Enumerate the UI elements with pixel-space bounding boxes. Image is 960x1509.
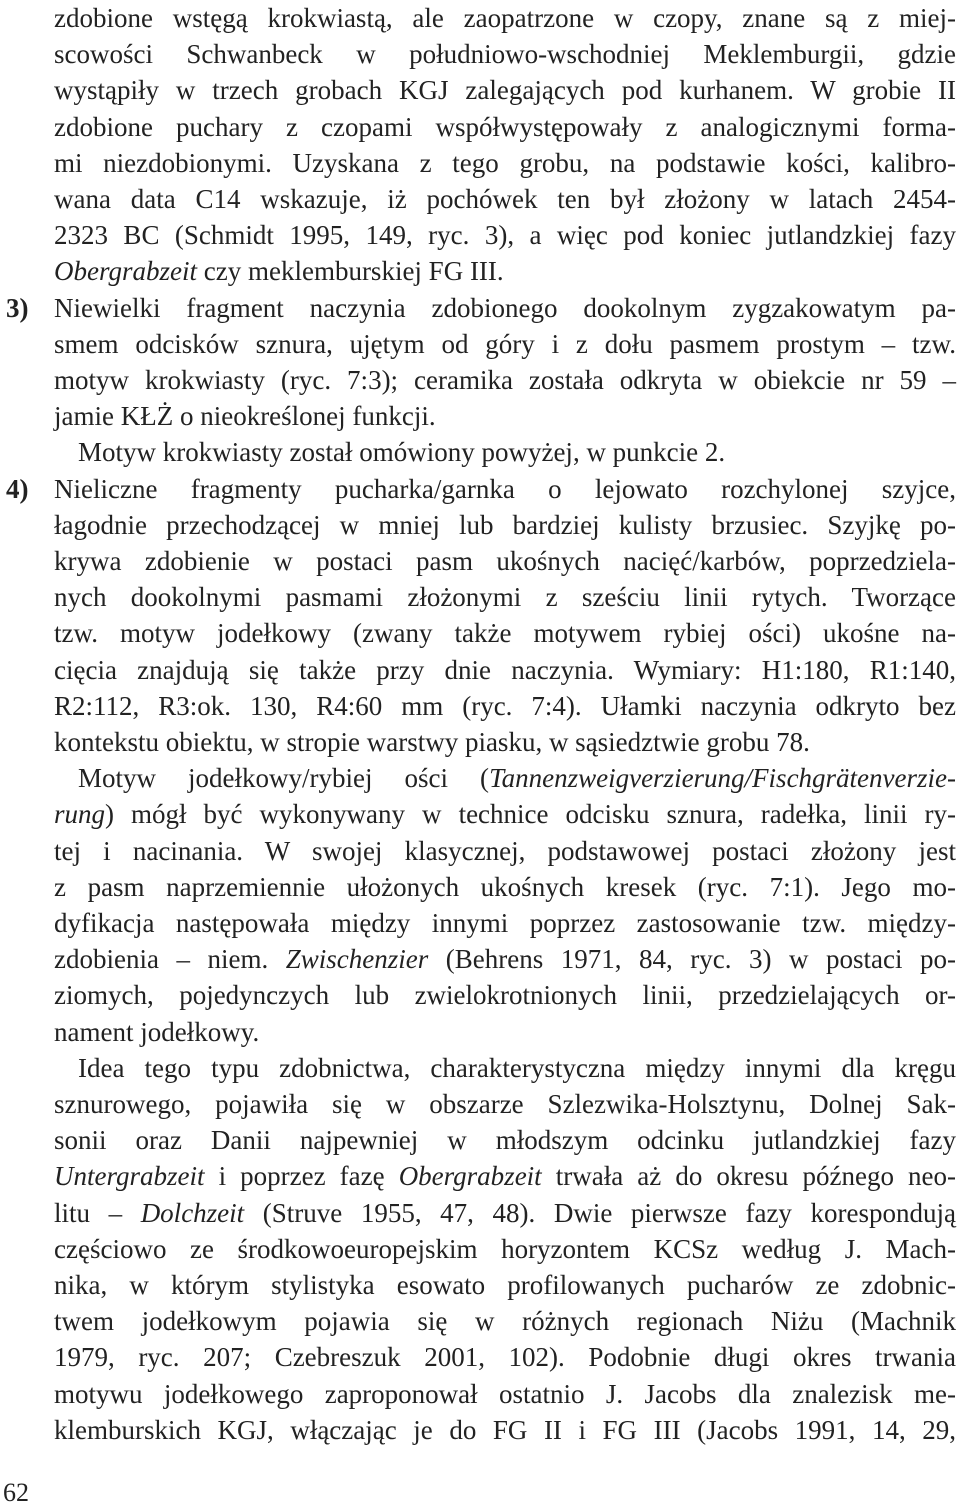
text-line: jamie KŁŻ o nieokreślonej funkcji. bbox=[54, 401, 436, 432]
text-line: zdobione puchary z czopami współwystępowały z analogicznymi forma- bbox=[54, 111, 956, 142]
text-line: nika, w którym stylistyka esowato profilowanych pucharów ze zdobnic- bbox=[54, 1270, 956, 1300]
page-number: 62 bbox=[3, 1478, 29, 1507]
text-line: sznurowego, pojawiła się w obszarze Szlezwika-Holsztynu, Dolnej Sak- bbox=[54, 1089, 956, 1119]
text-line: wana data C14 wskazuje, iż pochówek ten był złożony w latach 2454- bbox=[54, 184, 956, 214]
text-line: tzw. motyw jodełkowy (zwany także motywem rybiej ości) ukośne na- bbox=[54, 618, 956, 649]
text-line: Nieliczne fragmenty pucharka/garnka o lejowato rozchylonej szyjce, bbox=[54, 473, 956, 504]
text-line: litu – Dolchzeit (Struve 1955, 47, 48). Dwie pierwsze fazy korespondują bbox=[54, 1197, 956, 1228]
text-line: z pasm naprzemiennie ułożonych ukośnych kresek (ryc. 7:1). Jego mo- bbox=[54, 871, 956, 902]
list-marker: 3) bbox=[6, 292, 29, 323]
text-line: 2323 BC (Schmidt 1995, 149, ryc. 3), a więc pod koniec jutlandzkiej fazy bbox=[54, 220, 956, 251]
text-line: Motyw krokwiasty został omówiony powyżej, w punkcie 2. bbox=[78, 437, 726, 468]
text-line: zdobione wstęgą krokwiastą, ale zaopatrzone w czopy, znane są z miej- bbox=[54, 3, 956, 33]
text-line: R2:112, R3:ok. 130, R4:60 mm (ryc. 7:4). Ułamki naczynia odkryto bez bbox=[54, 690, 956, 721]
text-line: krywa zdobienie w postaci pasm ukośnych nacięć/karbów, poprzedziela- bbox=[54, 546, 956, 576]
text-line: scowości Schwanbeck w południowo-wschodniej Meklemburgii, gdzie bbox=[54, 39, 956, 70]
text-line: Idea tego typu zdobnictwa, charakterystyczna między innymi dla kręgu bbox=[78, 1052, 956, 1083]
text-line: łagodnie przechodzącej w mniej lub bardziej kulisty brzusiec. Szyjkę po- bbox=[54, 509, 956, 540]
text-line: częściowo ze środkowoeuropejskim horyzontem KCSz według J. Mach- bbox=[54, 1233, 956, 1264]
text-line: motyw krokwiasty (ryc. 7:3); ceramika została odkryta w obiekcie nr 59 – bbox=[54, 365, 956, 395]
text-line: 1979, ryc. 207; Czebreszuk 2001, 102). Podobnie długi okres trwania bbox=[54, 1342, 956, 1373]
text-line: ziomych, pojedynczych lub zwielokrotnionych linii, przedzielających or- bbox=[54, 980, 956, 1011]
text-line: wystąpiły w trzech grobach KGJ zalegających pod kurhanem. W grobie II bbox=[54, 75, 956, 106]
text-line: motywu jodełkowego zaproponował ostatnio J. Jacobs dla znalezisk me- bbox=[54, 1378, 956, 1409]
text-line: sonii oraz Danii najpewniej w młodszym odcinku jutlandzkiej fazy bbox=[54, 1125, 956, 1156]
text-line: dyfikacja następowała między innymi poprzez zastosowanie tzw. między- bbox=[54, 908, 956, 938]
text-line: Untergrabzeit i poprzez fazę Obergrabzeit trwała aż do okresu późnego neo- bbox=[54, 1161, 956, 1192]
text-line: rung) mógł być wykonywany w technice odcisku sznura, radełka, linii ry- bbox=[54, 799, 956, 830]
text-line: nych dookolnymi pasmami złożonymi z sześciu linii rytych. Tworzące bbox=[54, 582, 956, 613]
text-line: smem odcisków sznura, ujętym od góry i z dołu pasmem prostym – tzw. bbox=[54, 328, 956, 359]
text-line: Niewielki fragment naczynia zdobionego dookolnym zygzakowatym pa- bbox=[54, 292, 956, 323]
list-marker: 4) bbox=[6, 473, 29, 504]
text-line: kontekstu obiektu, w stropie warstwy piasku, w sąsiedztwie grobu 78. bbox=[54, 727, 810, 757]
text-line: Obergrabzeit czy meklemburskiej FG III. bbox=[54, 256, 504, 287]
text-line: tej i nacinania. W swojej klasycznej, podstawowej postaci złożony jest bbox=[54, 835, 956, 866]
text-line: Motyw jodełkowy/rybiej ości (Tannenzweigverzierung/Fischgrätenverzie- bbox=[78, 763, 956, 794]
text-line: klemburskich KGJ, włączając je do FG II i FG III (Jacobs 1991, 14, 29, bbox=[54, 1414, 956, 1445]
text-line: zdobienia – niem. Zwischenzier (Behrens 1971, 84, ryc. 3) w postaci po- bbox=[54, 944, 956, 975]
text-line: twem jodełkowym pojawia się w różnych regionach Niżu (Machnik bbox=[54, 1306, 956, 1337]
text-line: cięcia znajdują się także przy dnie naczynia. Wymiary: H1:180, R1:140, bbox=[54, 654, 956, 685]
text-line: mi niezdobionymi. Uzyskana z tego grobu, na podstawie kości, kalibro- bbox=[54, 147, 956, 178]
text-line: nament jodełkowy. bbox=[54, 1016, 260, 1047]
